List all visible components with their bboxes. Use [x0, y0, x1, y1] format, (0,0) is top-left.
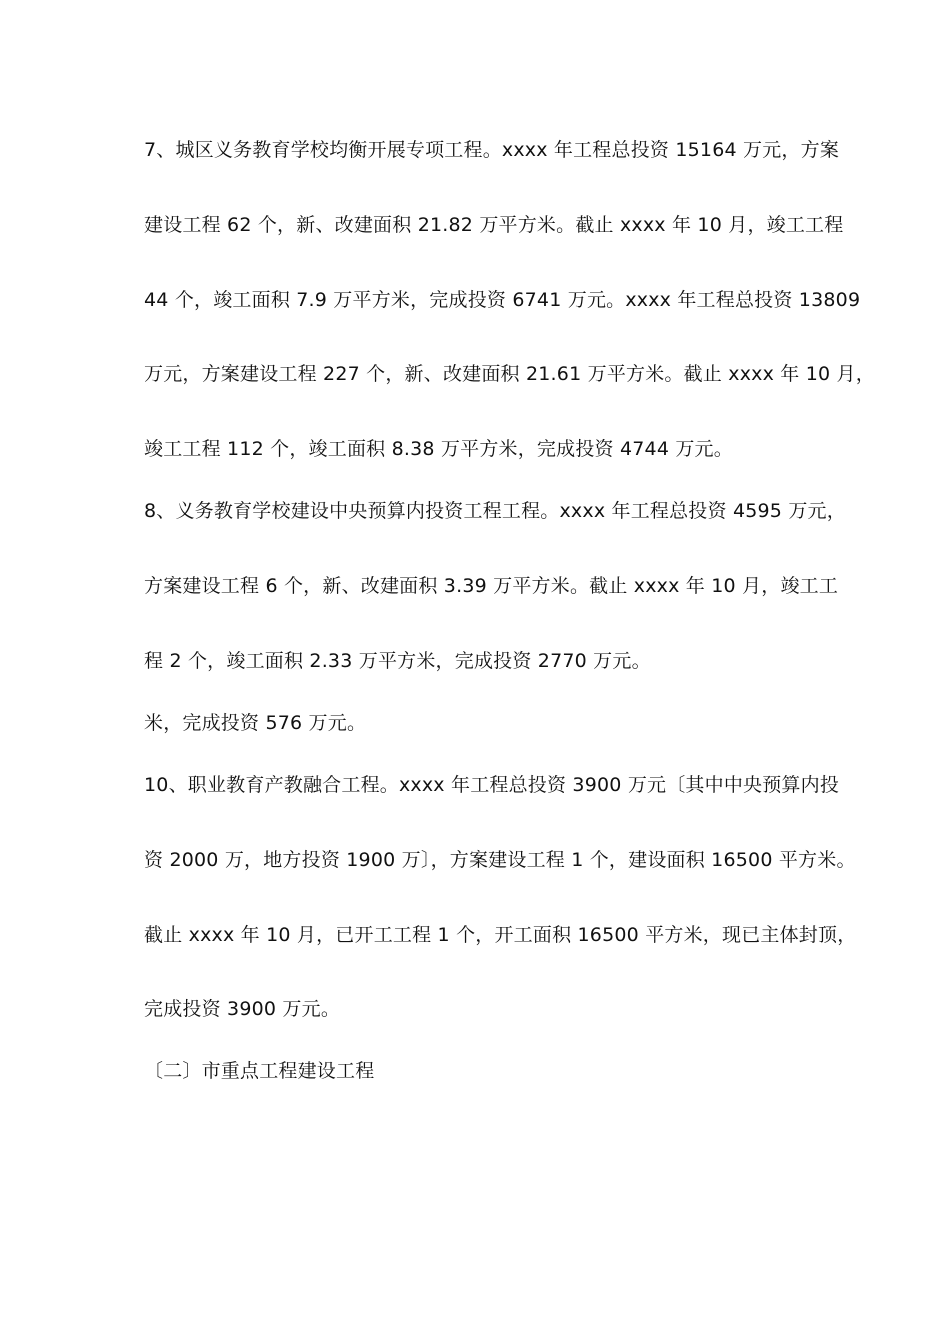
text-line: 建设工程 62 个，新、改建面积 21.82 万平方米。截止 xxxx 年 10 月，竣工工程 [144, 214, 844, 236]
text-line: 方案建设工程 6 个，新、改建面积 3.39 万平方米。截止 xxxx 年 10 月，竣工工 [144, 575, 839, 597]
text-line: 竣工工程 112 个，竣工面积 8.38 万平方米，完成投资 4744 万元。 [144, 438, 733, 460]
text-line: 完成投资 3900 万元。 [144, 998, 341, 1020]
text-line: 截止 xxxx 年 10 月，已开工工程 1 个，开工面积 16500 平方米，现已主体封顶， [144, 924, 857, 946]
text-line: 万元，方案建设工程 227 个，新、改建面积 21.61 万平方米。截止 xxxx 年 10 月， [144, 363, 875, 385]
text-line: 44 个，竣工面积 7.9 万平方米，完成投资 6741 万元。xxxx 年工程总投资 13809 [144, 289, 861, 311]
text-line: 米，完成投资 576 万元。 [144, 712, 367, 734]
text-line: 资 2000 万，地方投资 1900 万〕，方案建设工程 1 个，建设面积 16500 平方米。 [144, 849, 856, 871]
section-heading: 〔二〕市重点工程建设工程 [144, 1060, 375, 1082]
text-line: 程 2 个，竣工面积 2.33 万平方米，完成投资 2770 万元。 [144, 650, 651, 672]
text-line: 7、城区义务教育学校均衡开展专项工程。xxxx 年工程总投资 15164 万元，方案 [144, 139, 840, 161]
text-line: 8、义务教育学校建设中央预算内投资工程工程。xxxx 年工程总投资 4595 万元， [144, 500, 846, 522]
text-line: 10、职业教育产教融合工程。xxxx 年工程总投资 3900 万元〔其中中央预算内投 [144, 774, 840, 796]
